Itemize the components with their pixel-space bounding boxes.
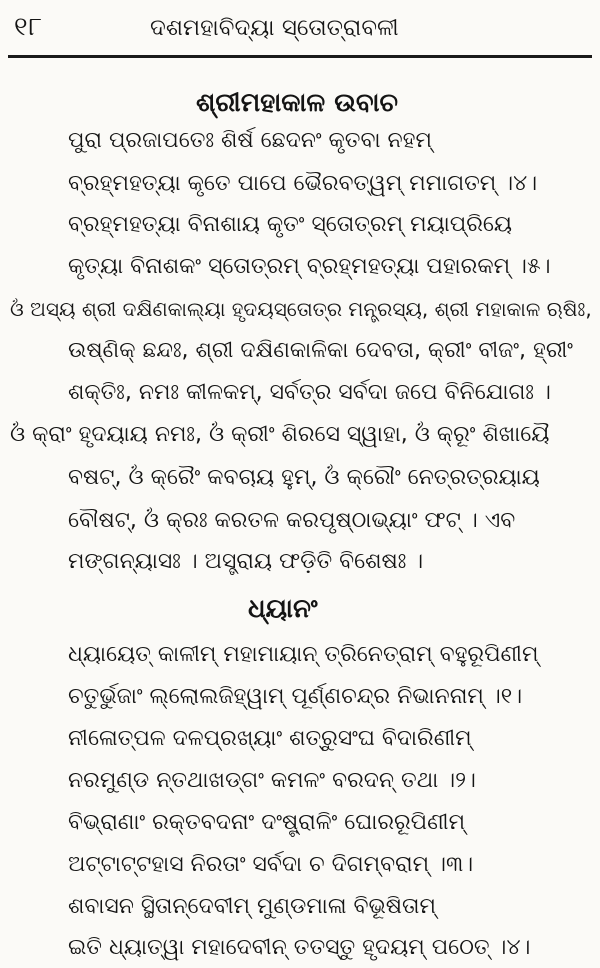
section-heading-dhyanam: ଧ୍ୟାନଂ bbox=[248, 594, 318, 624]
prose-line: ଓଁ କ୍ରାଂ ହୃଦୟାୟ ନମଃ, ଓଁ କ୍ରୀଂ ଶିରସେ ସ୍ୱାହା, ଓଁ କ୍ରୂଂ ଶିଖାୟୈ bbox=[10, 422, 550, 447]
verse-line: ଇତି ଧ୍ୟାତ୍ୱା ମହାଦେବୀନ୍ ତତସ୍ତୁ ହୃଦୟମ୍ ପଠେତ୍ ।୪। bbox=[68, 935, 531, 960]
page-number: ୧୮ bbox=[14, 12, 44, 42]
verse-line: ଅଟ୍ଟାଟ୍ଟହାସ ନିରତାଂ ସର୍ବଦା ଚ ଦିଗମ୍ବରାମ୍ ।୩। bbox=[68, 852, 474, 877]
verse-line: ନରମୁଣ୍ଡ ନ୍ତଥାଖଡ୍ଗଂ କମଳଂ ବରଦନ୍ ତଥା ।୨। bbox=[68, 768, 476, 793]
prose-line: ବୌଷଟ୍, ଓଁ କ୍ରଃ କରତଳ କରପୃଷ୍ଠାଭ୍ୟାଂ ଫଟ୍ । ଏବ bbox=[68, 508, 516, 533]
prose-line: ଉଷ୍ଣିକ୍ ଛନ୍ଦଃ, ଶ୍ରୀ ଦକ୍ଷିଣକାଳିକା ଦେବତା, କ୍ରୀଂ ବୀଜଂ, ହ୍ରୀଂ bbox=[68, 338, 573, 363]
prose-line: ମଙ୍ଗନ୍ୟାସଃ । ଅସ୍ତ୍ରାୟ ଫଡ଼ିତି ବିଶେଷଃ । bbox=[68, 549, 424, 574]
prose-line: ଶକ୍ତିଃ, ନମଃ କୀଳକମ୍, ସର୍ବତ୍ର ସର୍ବଦା ଜପେ ବିନିଯୋଗଃ । bbox=[68, 380, 551, 405]
verse-line: ବ୍ରହ୍ମହତ୍ୟା ବିନାଶାୟ କୃତଂ ସ୍ତୋତ୍ରମ୍ ମୟାପ୍ରିୟେ bbox=[68, 212, 513, 237]
page-header bbox=[0, 0, 600, 54]
verse-line: ଶବାସନ ସ୍ଥିତାନ୍‌ଦେବୀମ୍ ମୁଣ୍ଡମାଳା ବିଭୂଷିତାମ୍ bbox=[68, 894, 436, 919]
verse-line: ନୀଳୋତ୍ପଳ ଦଳପ୍ରଖ୍ୟାଂ ଶତ୍ରୁସଂଘ ବିଦାରିଣୀମ୍ bbox=[68, 726, 472, 751]
running-title: ଦଶମହାବିଦ୍ୟା ସ୍ତୋତ୍ରାବଳୀ bbox=[150, 15, 399, 41]
prose-line: ଓଁ ଅସ୍ୟ ଶ୍ରୀ ଦକ୍ଷିଣକାଲ୍ୟା ହୃଦୟସ୍ତୋତ୍ର ମନ୍ତ୍ରସ୍ୟ, ଶ୍ରୀ ମହାକାଳ ଋଷିଃ, bbox=[10, 297, 592, 321]
header-divider bbox=[8, 55, 592, 58]
verse-line: ପୁରା ପ୍ରଜାପତେଃ ଶିର୍ଷ ଛେଦନଂ କୃତବା ନହମ୍ bbox=[68, 128, 432, 153]
verse-line: ଧ୍ୟାୟେତ୍ କାଳୀମ୍ ମହାମାୟାନ୍ ତ୍ରିନେତ୍ରାମ୍ ବହୁରୂପିଣୀମ୍ bbox=[68, 642, 539, 667]
section-heading-mahakala-uvacha: ଶ୍ରୀମହାକାଳ ଉବାଚ bbox=[196, 88, 399, 118]
verse-line: ବ୍ରହ୍ମହତ୍ୟା କୃତେ ପାପେ ଭୈରବତ୍ୱମ୍ ମମାଗତମ୍ ।୪। bbox=[68, 171, 538, 196]
verse-line: ଚତୁର୍ଭୁଜାଂ ଲ୍ଲୋଲଜିହ୍ୱାମ୍ ପୂର୍ଣ୍ଣଚନ୍ଦ୍ର ନିଭାନନାମ୍ ।୧। bbox=[68, 684, 523, 709]
prose-line: ବଷଟ୍, ଓଁ କ୍ରୈଂ କବଚାୟ ହୁମ୍, ଓଁ କ୍ରୌଂ ନେତ୍ରତ୍ରୟାୟ bbox=[68, 465, 540, 490]
verse-line: କୃତ୍ୟା ବିନାଶକଂ ସ୍ତୋତ୍ରମ୍ ବ୍ରହ୍ମହତ୍ୟା ପହାରକମ୍ ।୫। bbox=[68, 254, 551, 279]
verse-line: ବିଭ୍ରାଣାଂ ରକ୍ତବଦନାଂ ଦଂଷ୍ଟ୍ରାଳିଂ ଘୋରରୂପିଣୀମ୍ bbox=[68, 810, 466, 835]
